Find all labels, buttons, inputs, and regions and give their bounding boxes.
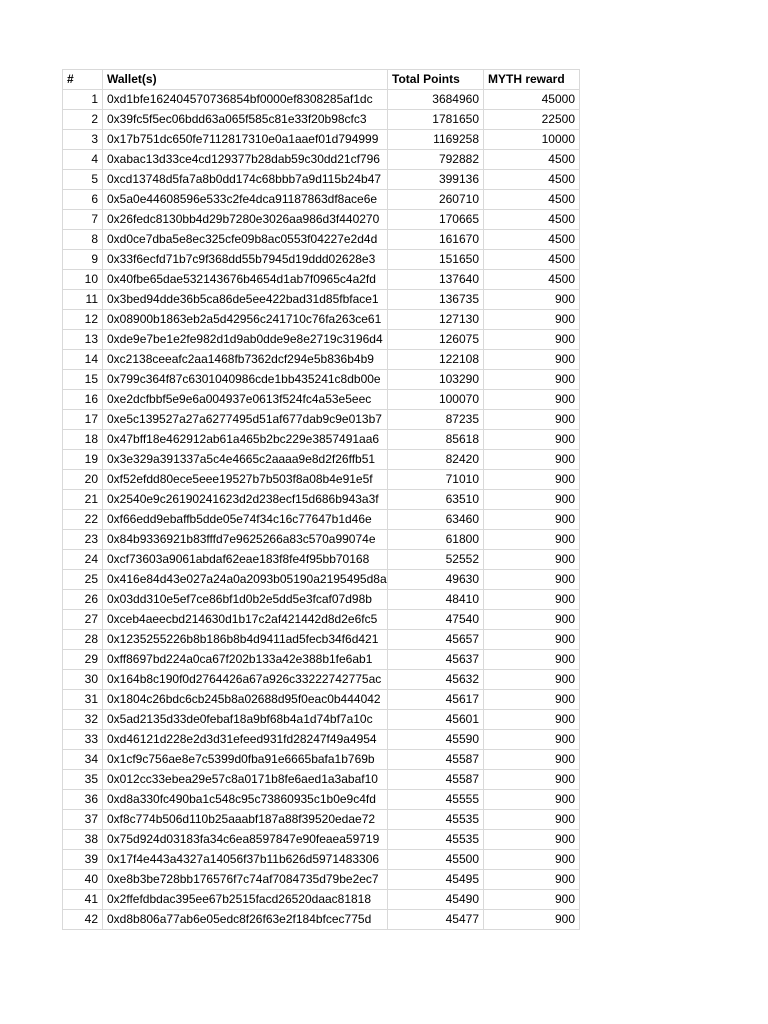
wallet-cell: 0x164b8c190f0d2764426a67a926c33222742775ac: [103, 670, 388, 690]
myth-reward-cell: 900: [484, 470, 580, 490]
myth-reward-cell: 900: [484, 770, 580, 790]
myth-reward-cell: 900: [484, 450, 580, 470]
total-points-cell: 126075: [388, 330, 484, 350]
total-points-cell: 103290: [388, 370, 484, 390]
rank-cell: 20: [63, 470, 103, 490]
rank-cell: 12: [63, 310, 103, 330]
total-points-cell: 792882: [388, 150, 484, 170]
rank-cell: 32: [63, 710, 103, 730]
myth-reward-cell: 900: [484, 290, 580, 310]
total-points-cell: 45500: [388, 850, 484, 870]
total-points-cell: 45535: [388, 810, 484, 830]
rank-cell: 33: [63, 730, 103, 750]
total-points-cell: 47540: [388, 610, 484, 630]
rank-cell: 6: [63, 190, 103, 210]
total-points-cell: 136735: [388, 290, 484, 310]
rank-cell: 9: [63, 250, 103, 270]
rewards-table: [62, 69, 580, 930]
total-points-cell: 45657: [388, 630, 484, 650]
myth-reward-cell: 900: [484, 830, 580, 850]
header-row: [63, 70, 580, 90]
myth-reward-cell: 45000: [484, 90, 580, 110]
rank-cell: 11: [63, 290, 103, 310]
total-points-cell: 1169258: [388, 130, 484, 150]
myth-reward-cell: 4500: [484, 210, 580, 230]
myth-reward-cell: 900: [484, 530, 580, 550]
rank-cell: 1: [63, 90, 103, 110]
total-points-cell: 122108: [388, 350, 484, 370]
table-row: [63, 870, 580, 890]
header-wallet: Wallet(s): [103, 70, 388, 90]
table-row: [63, 690, 580, 710]
total-points-cell: 48410: [388, 590, 484, 610]
wallet-cell: 0xd1bfe162404570736854bf0000ef8308285af1dc: [103, 90, 388, 110]
myth-reward-cell: 4500: [484, 230, 580, 250]
total-points-cell: 3684960: [388, 90, 484, 110]
wallet-cell: 0x012cc33ebea29e57c8a0171b8fe6aed1a3abaf10: [103, 770, 388, 790]
wallet-cell: 0x5ad2135d33de0febaf18a9bf68b4a1d74bf7a10c: [103, 710, 388, 730]
header-rank: #: [63, 70, 103, 90]
table-row: [63, 430, 580, 450]
rank-cell: 31: [63, 690, 103, 710]
total-points-cell: 45587: [388, 770, 484, 790]
rank-cell: 22: [63, 510, 103, 530]
table-row: [63, 310, 580, 330]
table-row: [63, 750, 580, 770]
rank-cell: 21: [63, 490, 103, 510]
myth-reward-cell: 900: [484, 510, 580, 530]
table-row: [63, 190, 580, 210]
total-points-cell: 45601: [388, 710, 484, 730]
table-row: [63, 770, 580, 790]
rank-cell: 18: [63, 430, 103, 450]
myth-reward-cell: 900: [484, 350, 580, 370]
wallet-cell: 0x47bff18e462912ab61a465b2bc229e3857491aa6: [103, 430, 388, 450]
myth-reward-cell: 900: [484, 710, 580, 730]
table-row: [63, 250, 580, 270]
myth-reward-cell: 900: [484, 570, 580, 590]
rank-cell: 27: [63, 610, 103, 630]
rank-cell: 28: [63, 630, 103, 650]
table-row: [63, 230, 580, 250]
wallet-cell: 0xd8b806a77ab6e05edc8f26f63e2f184bfcec775d: [103, 910, 388, 930]
rank-cell: 3: [63, 130, 103, 150]
total-points-cell: 45590: [388, 730, 484, 750]
wallet-cell: 0x416e84d43e027a24a0a2093b05190a2195495d8a: [103, 570, 388, 590]
total-points-cell: 45495: [388, 870, 484, 890]
wallet-cell: 0xe8b3be728bb176576f7c74af7084735d79be2ec7: [103, 870, 388, 890]
wallet-cell: 0x33f6ecfd71b7c9f368dd55b7945d19ddd02628e3: [103, 250, 388, 270]
rank-cell: 36: [63, 790, 103, 810]
total-points-cell: 399136: [388, 170, 484, 190]
total-points-cell: 1781650: [388, 110, 484, 130]
rank-cell: 35: [63, 770, 103, 790]
total-points-cell: 85618: [388, 430, 484, 450]
total-points-cell: 45477: [388, 910, 484, 930]
wallet-cell: 0xf66edd9ebaffb5dde05e74f34c16c77647b1d46e: [103, 510, 388, 530]
rank-cell: 37: [63, 810, 103, 830]
myth-reward-cell: 900: [484, 870, 580, 890]
wallet-cell: 0xf8c774b506d110b25aaabf187a88f39520edae72: [103, 810, 388, 830]
rank-cell: 40: [63, 870, 103, 890]
myth-reward-cell: 4500: [484, 170, 580, 190]
myth-reward-cell: 900: [484, 430, 580, 450]
total-points-cell: 137640: [388, 270, 484, 290]
myth-reward-cell: 4500: [484, 190, 580, 210]
table-body: [63, 90, 580, 930]
table-row: [63, 590, 580, 610]
rank-cell: 39: [63, 850, 103, 870]
myth-reward-cell: 900: [484, 730, 580, 750]
total-points-cell: 100070: [388, 390, 484, 410]
wallet-cell: 0x03dd310e5ef7ce86bf1d0b2e5dd5e3fcaf07d98b: [103, 590, 388, 610]
myth-reward-cell: 900: [484, 670, 580, 690]
table-row: [63, 350, 580, 370]
myth-reward-cell: 900: [484, 610, 580, 630]
wallet-cell: 0xcf73603a9061abdaf62eae183f8fe4f95bb70168: [103, 550, 388, 570]
table-row: [63, 330, 580, 350]
total-points-cell: 45587: [388, 750, 484, 770]
rank-cell: 8: [63, 230, 103, 250]
rank-cell: 29: [63, 650, 103, 670]
wallet-cell: 0x2540e9c26190241623d2d238ecf15d686b943a3f: [103, 490, 388, 510]
myth-reward-cell: 900: [484, 810, 580, 830]
table-row: [63, 130, 580, 150]
wallet-cell: 0x3bed94dde36b5ca86de5ee422bad31d85fbface1: [103, 290, 388, 310]
wallet-cell: 0x84b9336921b83fffd7e9625266a83c570a99074e: [103, 530, 388, 550]
table-row: [63, 490, 580, 510]
table-row: [63, 730, 580, 750]
myth-reward-cell: 900: [484, 650, 580, 670]
wallet-cell: 0xd8a330fc490ba1c548c95c73860935c1b0e9c4fd: [103, 790, 388, 810]
table-row: [63, 650, 580, 670]
rank-cell: 2: [63, 110, 103, 130]
total-points-cell: 45535: [388, 830, 484, 850]
total-points-cell: 82420: [388, 450, 484, 470]
table-row: [63, 290, 580, 310]
rank-cell: 24: [63, 550, 103, 570]
total-points-cell: 71010: [388, 470, 484, 490]
total-points-cell: 127130: [388, 310, 484, 330]
myth-reward-cell: 10000: [484, 130, 580, 150]
myth-reward-cell: 900: [484, 490, 580, 510]
rank-cell: 34: [63, 750, 103, 770]
total-points-cell: 63510: [388, 490, 484, 510]
myth-reward-cell: 22500: [484, 110, 580, 130]
table-row: [63, 370, 580, 390]
rank-cell: 19: [63, 450, 103, 470]
total-points-cell: 151650: [388, 250, 484, 270]
wallet-cell: 0xe5c139527a27a6277495d51af677dab9c9e013b7: [103, 410, 388, 430]
table-row: [63, 550, 580, 570]
wallet-cell: 0x5a0e44608596e533c2fe4dca91187863df8ace6e: [103, 190, 388, 210]
table-row: [63, 410, 580, 430]
wallet-cell: 0x75d924d03183fa34c6ea8597847e90feaea59719: [103, 830, 388, 850]
rank-cell: 42: [63, 910, 103, 930]
myth-reward-cell: 900: [484, 410, 580, 430]
table-row: [63, 610, 580, 630]
rank-cell: 23: [63, 530, 103, 550]
myth-reward-cell: 900: [484, 590, 580, 610]
rank-cell: 16: [63, 390, 103, 410]
myth-reward-cell: 900: [484, 750, 580, 770]
rank-cell: 41: [63, 890, 103, 910]
wallet-cell: 0xc2138ceeafc2aa1468fb7362dcf294e5b836b4b9: [103, 350, 388, 370]
myth-reward-cell: 900: [484, 310, 580, 330]
total-points-cell: 170665: [388, 210, 484, 230]
table-row: [63, 910, 580, 930]
wallet-cell: 0x1235255226b8b186b8b4d9411ad5fecb34f6d421: [103, 630, 388, 650]
table-row: [63, 890, 580, 910]
wallet-cell: 0x799c364f87c6301040986cde1bb435241c8db00e: [103, 370, 388, 390]
wallet-cell: 0xff8697bd224a0ca67f202b133a42e388b1fe6ab1: [103, 650, 388, 670]
myth-reward-cell: 900: [484, 890, 580, 910]
header-myth-reward: MYTH reward: [484, 70, 580, 90]
wallet-cell: 0xf52efdd80ece5eee19527b7b503f8a08b4e91e5f: [103, 470, 388, 490]
wallet-cell: 0xcd13748d5fa7a8b0dd174c68bbb7a9d115b24b47: [103, 170, 388, 190]
myth-reward-cell: 900: [484, 690, 580, 710]
rank-cell: 38: [63, 830, 103, 850]
table-row: [63, 830, 580, 850]
myth-reward-cell: 4500: [484, 250, 580, 270]
table-row: [63, 510, 580, 530]
rank-cell: 15: [63, 370, 103, 390]
table-row: [63, 810, 580, 830]
myth-reward-cell: 4500: [484, 270, 580, 290]
myth-reward-cell: 900: [484, 850, 580, 870]
wallet-cell: 0x2ffefdbdac395ee67b2515facd26520daac81818: [103, 890, 388, 910]
myth-reward-cell: 900: [484, 550, 580, 570]
wallet-cell: 0x17f4e443a4327a14056f37b11b626d5971483306: [103, 850, 388, 870]
total-points-cell: 260710: [388, 190, 484, 210]
rank-cell: 10: [63, 270, 103, 290]
rank-cell: 13: [63, 330, 103, 350]
table-row: [63, 170, 580, 190]
wallet-cell: 0x1cf9c756ae8e7c5399d0fba91e6665bafa1b769b: [103, 750, 388, 770]
table-row: [63, 390, 580, 410]
wallet-cell: 0xceb4aeecbd214630d1b17c2af421442d8d2e6fc5: [103, 610, 388, 630]
rank-cell: 7: [63, 210, 103, 230]
rank-cell: 14: [63, 350, 103, 370]
wallet-cell: 0xd0ce7dba5e8ec325cfe09b8ac0553f04227e2d4d: [103, 230, 388, 250]
wallet-cell: 0x26fedc8130bb4d29b7280e3026aa986d3f440270: [103, 210, 388, 230]
myth-reward-cell: 900: [484, 790, 580, 810]
table-row: [63, 530, 580, 550]
wallet-cell: 0xde9e7be1e2fe982d1d9ab0dde9e8e2719c3196d4: [103, 330, 388, 350]
total-points-cell: 87235: [388, 410, 484, 430]
table-row: [63, 470, 580, 490]
wallet-cell: 0xe2dcfbbf5e9e6a004937e0613f524fc4a53e5eec: [103, 390, 388, 410]
total-points-cell: 45490: [388, 890, 484, 910]
table-row: [63, 570, 580, 590]
total-points-cell: 161670: [388, 230, 484, 250]
myth-reward-cell: 900: [484, 390, 580, 410]
myth-reward-cell: 900: [484, 330, 580, 350]
rank-cell: 26: [63, 590, 103, 610]
table-row: [63, 630, 580, 650]
wallet-cell: 0x17b751dc650fe7112817310e0a1aaef01d794999: [103, 130, 388, 150]
rank-cell: 17: [63, 410, 103, 430]
wallet-cell: 0xabac13d33ce4cd129377b28dab59c30dd21cf796: [103, 150, 388, 170]
wallet-cell: 0x39fc5f5ec06bdd63a065f585c81e33f20b98cfc3: [103, 110, 388, 130]
table-row: [63, 210, 580, 230]
wallet-cell: 0x1804c26bdc6cb245b8a02688d95f0eac0b444042: [103, 690, 388, 710]
myth-reward-cell: 900: [484, 910, 580, 930]
table-row: [63, 90, 580, 110]
table-row: [63, 850, 580, 870]
table-row: [63, 110, 580, 130]
myth-reward-cell: 4500: [484, 150, 580, 170]
rank-cell: 4: [63, 150, 103, 170]
table-row: [63, 670, 580, 690]
table-row: [63, 790, 580, 810]
myth-reward-cell: 900: [484, 370, 580, 390]
table-row: [63, 710, 580, 730]
total-points-cell: 49630: [388, 570, 484, 590]
table-row: [63, 450, 580, 470]
table-row: [63, 150, 580, 170]
rank-cell: 30: [63, 670, 103, 690]
rank-cell: 5: [63, 170, 103, 190]
wallet-cell: 0x08900b1863eb2a5d42956c241710c76fa263ce61: [103, 310, 388, 330]
wallet-cell: 0xd46121d228e2d3d31efeed931fd28247f49a4954: [103, 730, 388, 750]
total-points-cell: 61800: [388, 530, 484, 550]
rank-cell: 25: [63, 570, 103, 590]
wallet-cell: 0x40fbe65dae532143676b4654d1ab7f0965c4a2fd: [103, 270, 388, 290]
wallet-cell: 0x3e329a391337a5c4e4665c2aaaa9e8d2f26ffb51: [103, 450, 388, 470]
total-points-cell: 45555: [388, 790, 484, 810]
total-points-cell: 52552: [388, 550, 484, 570]
header-total-points: Total Points: [388, 70, 484, 90]
total-points-cell: 45637: [388, 650, 484, 670]
total-points-cell: 45632: [388, 670, 484, 690]
table-row: [63, 270, 580, 290]
myth-reward-cell: 900: [484, 630, 580, 650]
total-points-cell: 45617: [388, 690, 484, 710]
total-points-cell: 63460: [388, 510, 484, 530]
